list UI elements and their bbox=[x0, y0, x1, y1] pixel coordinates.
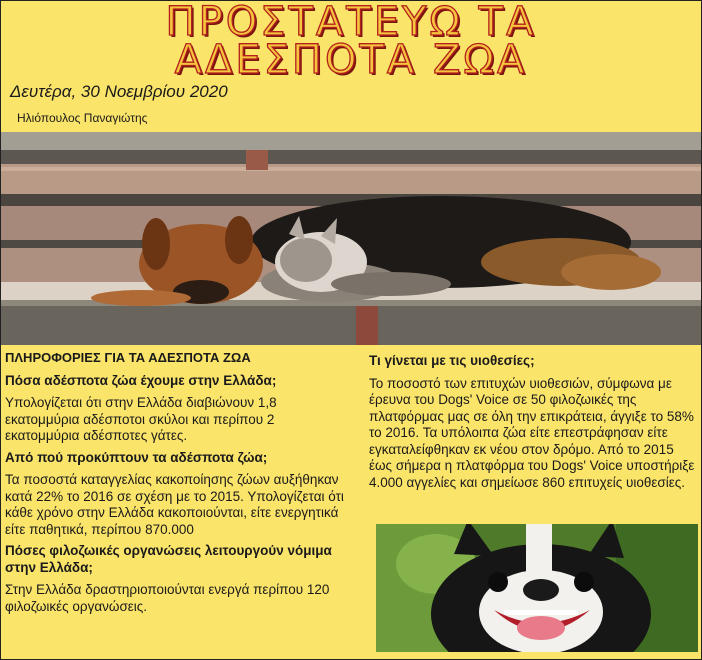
title-line-1: ΠΡΟΣΤΑΤΕΥΩ ΤΑ bbox=[165, 0, 537, 45]
question-adoptions: Τι γίνεται με τις υιοθεσίες; bbox=[369, 353, 535, 368]
answer-where-strays-come-from: Τα ποσοστά καταγγελίας κακοποίησης ζώων αυξήθηκαν κατά 22% το 2016 σε σχέση με το 2015. Υπολογίζεται ότι κάθε χρόνο στην Ελλάδα κακοποιούνται, είτε ενεργητικά είτε παθητικά, περίπου 870.000 bbox=[5, 472, 344, 537]
answer-animal-organizations: Στην Ελλάδα δραστηριοποιούνται ενεργά περίπου 120 φιλοζωικές οργανώσεις. bbox=[5, 582, 330, 614]
answer-adoptions: Το ποσοστό των επιτυχών υιοθεσιών, σύμφωνα με έρευνα του Dogs' Voice σε 50 φιλοζωικές της πλατφόρμας μας σε όλη την επικράτεια, άγγιξε το 58% το 2016. Τα υπόλοιπα ζώα είτε επεστράφησαν είτε εγκαταλείφθηκαν εκ νέου στον δρόμο. Από το 2015 έως σήμερα η πλατφόρμα του Dogs' Voice υποστήριξε 4.000 αγγελίες και σημείωσε 860 επιτυχείς υιοθεσίες. bbox=[369, 375, 695, 490]
publish-date: Δευτέρα, 30 Νοεμβρίου 2020 bbox=[10, 82, 228, 101]
title-line-2: ΑΔΕΣΠΟΤΑ ΖΩΑ bbox=[174, 37, 528, 83]
info-heading: ΠΛΗΡΟΦΟΡΙΕΣ ΓΙΑ ΤΑ ΑΔΕΣΠΟΤΑ ΖΩΑ bbox=[5, 350, 251, 365]
answer-how-many-strays: Υπολογίζεται ότι στην Ελλάδα διαβιώνουν 1,8 εκατομμύρια αδέσποτοι σκύλοι και περίπου 2 εκατομμύρια αδέσποτες γάτες. bbox=[5, 395, 277, 443]
question-animal-organizations: Πόσες φιλοζωικές οργανώσεις λειτουργούν νόμιμα στην Ελλάδα; bbox=[5, 543, 332, 575]
dog-and-cat-on-bench-photo bbox=[1, 132, 701, 345]
author-name: Ηλιόπουλος Παναγιώτης bbox=[17, 111, 148, 125]
question-how-many-strays: Πόσα αδέσποτα ζώα έχουμε στην Ελλάδα; bbox=[5, 372, 277, 388]
info-column bbox=[5, 350, 350, 620]
question-where-strays-come-from: Από πού προκύπτουν τα αδέσποτα ζώα; bbox=[5, 449, 268, 465]
boston-terrier-photo bbox=[376, 524, 698, 652]
adoptions-column bbox=[369, 353, 699, 496]
